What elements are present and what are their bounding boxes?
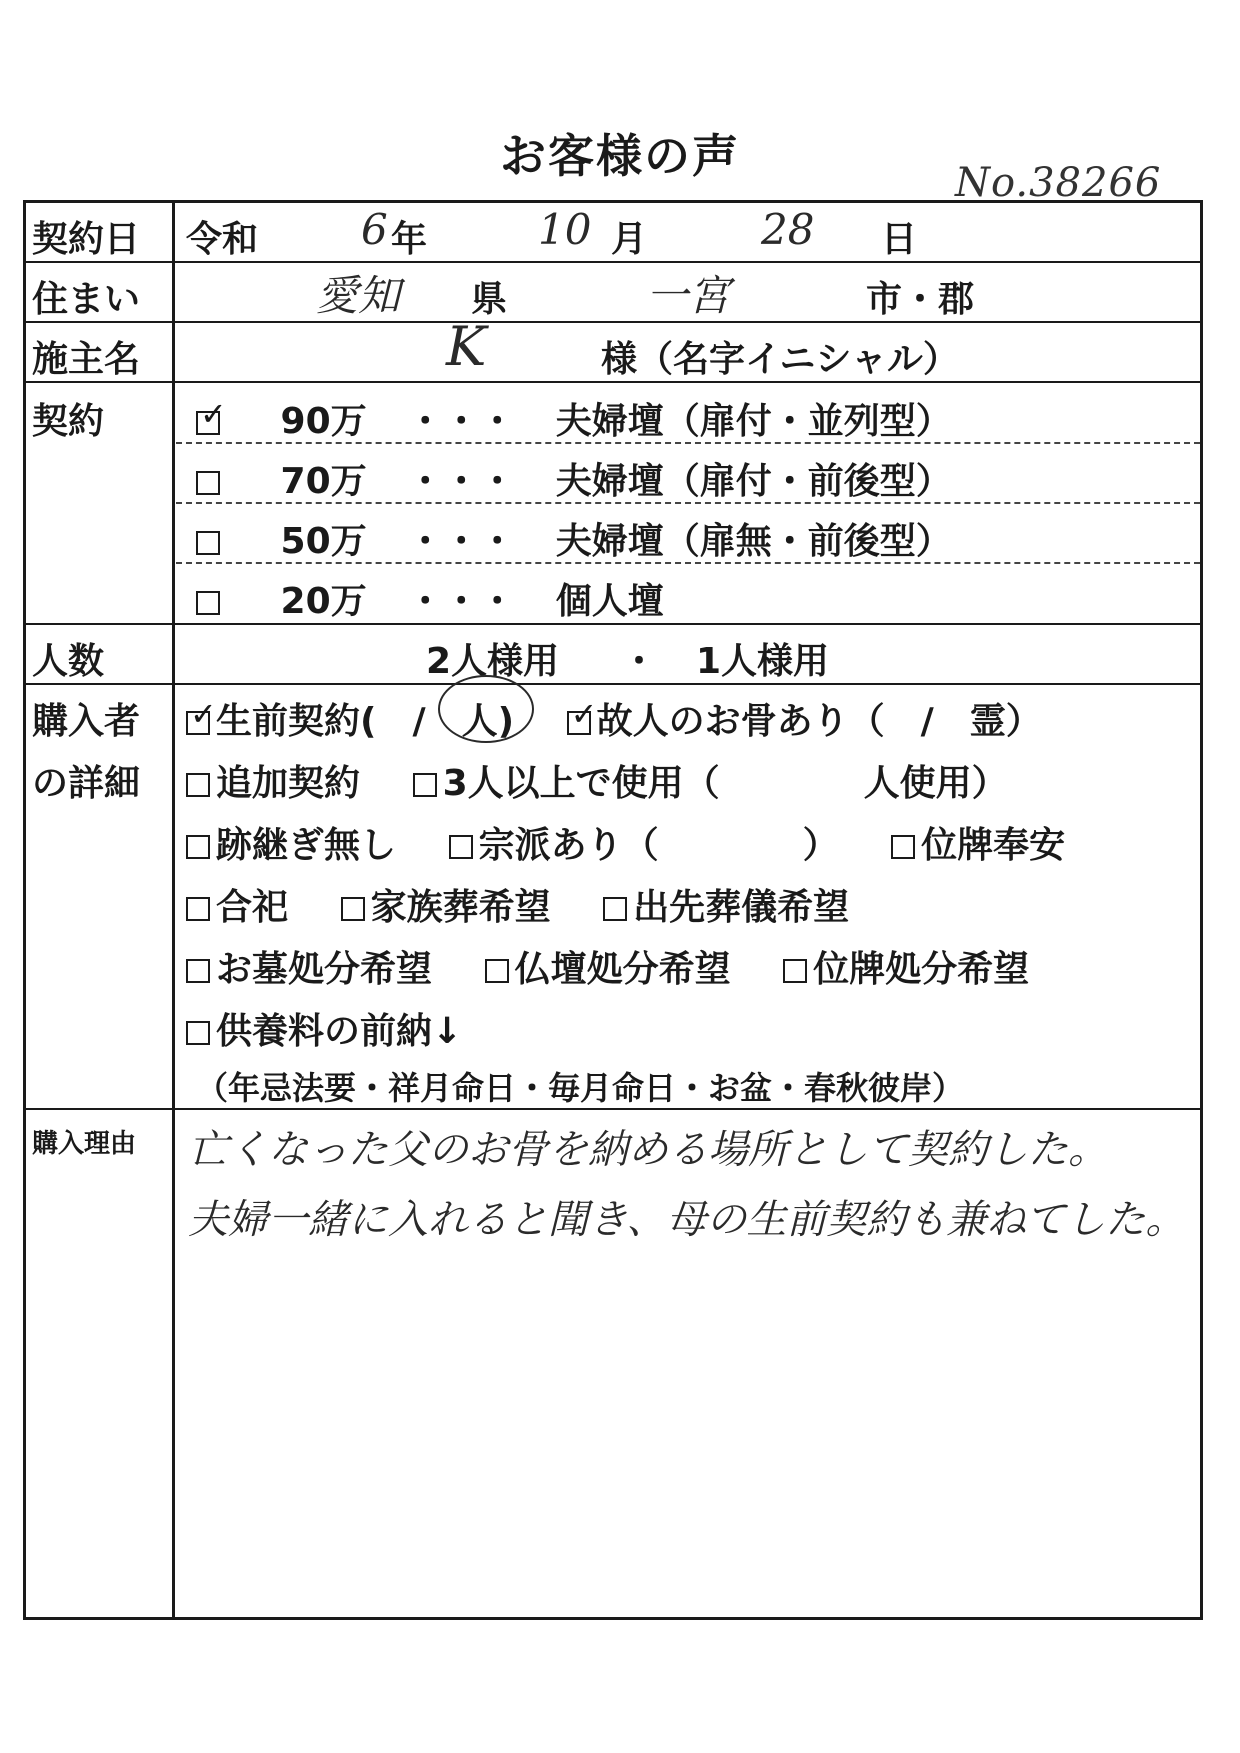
city-unit: 市・郡 xyxy=(866,279,975,320)
checkbox-checked-icon[interactable] xyxy=(186,711,210,735)
contract-price: 20万 xyxy=(280,581,367,622)
detail-option[interactable] xyxy=(485,941,731,992)
detail-option-label: 跡継ぎ無し xyxy=(216,825,397,866)
day-unit: 日 xyxy=(881,219,918,260)
details-line-4 xyxy=(186,879,889,930)
people-label: 人数 xyxy=(32,641,105,682)
detail-option[interactable] xyxy=(341,879,551,930)
contract-desc: 夫婦壇（扉付・並列型） xyxy=(555,401,952,442)
details-line-1 xyxy=(186,693,1082,744)
year-unit: 年 xyxy=(391,219,428,260)
month-value: 10 xyxy=(538,205,592,254)
reason-label: 購入理由 xyxy=(32,1129,137,1159)
contract-desc: 個人壇 xyxy=(555,581,664,622)
contract-price: 70万 xyxy=(280,461,367,502)
people-option-two[interactable]: 2人様用 xyxy=(426,641,560,682)
owner-label: 施主名 xyxy=(32,339,141,380)
detail-option[interactable] xyxy=(891,817,1065,868)
address-label: 住まい xyxy=(32,279,141,320)
contract-price: 90万 xyxy=(280,401,367,442)
row-divider xyxy=(26,683,1200,685)
checkbox-icon[interactable] xyxy=(783,959,807,983)
details-label-line2: の詳細 xyxy=(32,763,141,804)
contract-dots: ・・・ xyxy=(407,581,516,622)
contract-option-50[interactable] xyxy=(196,513,952,564)
details-line-2 xyxy=(186,755,1048,806)
detail-option[interactable] xyxy=(186,941,432,992)
detail-option-label: 位牌奉安 xyxy=(921,825,1066,866)
date-label: 契約日 xyxy=(32,219,141,260)
checkbox-icon[interactable] xyxy=(603,897,627,921)
city-value: 一宮 xyxy=(646,271,731,320)
contract-option-20[interactable] xyxy=(196,573,664,624)
checkbox-icon[interactable] xyxy=(196,591,220,615)
detail-option[interactable] xyxy=(567,693,1042,744)
detail-option[interactable] xyxy=(413,755,1008,806)
detail-option[interactable] xyxy=(186,879,288,930)
detail-option[interactable] xyxy=(449,817,839,868)
contract-label: 契約 xyxy=(32,401,105,442)
people-option-one[interactable]: 1人様用 xyxy=(696,641,830,682)
selection-circle xyxy=(438,675,534,743)
detail-option-label: 供養料の前納↓ xyxy=(216,1011,463,1052)
detail-option-label: 追加契約 xyxy=(216,763,361,804)
year-value: 6 xyxy=(361,205,388,254)
contract-desc: 夫婦壇（扉無・前後型） xyxy=(555,521,952,562)
memorial-note: （年忌法要・祥月命日・毎月命日・お盆・春秋彼岸） xyxy=(196,1069,965,1107)
contract-dots: ・・・ xyxy=(407,521,516,562)
checkbox-icon[interactable] xyxy=(186,835,210,859)
checkbox-icon[interactable] xyxy=(449,835,473,859)
reason-line-1: 亡くなった父のお骨を納める場所として契約した。 xyxy=(188,1127,1108,1173)
prefecture-unit: 県 xyxy=(471,279,508,320)
detail-option[interactable] xyxy=(186,817,396,868)
detail-option[interactable] xyxy=(186,1003,462,1054)
details-label-line1: 購入者 xyxy=(32,701,141,742)
label-column-divider xyxy=(172,203,175,1617)
checkbox-icon[interactable] xyxy=(413,773,437,797)
contract-dots: ・・・ xyxy=(407,401,516,442)
detail-option-label: 家族葬希望 xyxy=(370,887,551,928)
detail-option[interactable] xyxy=(603,879,849,930)
detail-option-label: 位牌処分希望 xyxy=(813,949,1030,990)
people-separator: ・ xyxy=(621,641,658,682)
owner-initial: K xyxy=(446,315,487,378)
checkbox-checked-icon[interactable] xyxy=(567,711,591,735)
contract-option-70[interactable] xyxy=(196,453,952,504)
era-text: 令和 xyxy=(186,219,259,260)
owner-suffix: 様（名字イニシャル） xyxy=(601,339,959,380)
checkbox-icon[interactable] xyxy=(186,897,210,921)
checkbox-icon[interactable] xyxy=(186,773,210,797)
checkbox-checked-icon[interactable] xyxy=(196,411,220,435)
page-title: お客様の声 xyxy=(500,129,740,183)
day-value: 28 xyxy=(761,205,815,254)
detail-option-label: お墓処分希望 xyxy=(216,949,433,990)
checkbox-icon[interactable] xyxy=(196,471,220,495)
detail-option-label: 仏壇処分希望 xyxy=(514,949,731,990)
detail-option[interactable] xyxy=(783,941,1029,992)
prefecture-value: 愛知 xyxy=(316,271,401,320)
row-divider xyxy=(26,321,1200,323)
checkbox-icon[interactable] xyxy=(341,897,365,921)
details-line-5 xyxy=(186,941,1069,992)
checkbox-icon[interactable] xyxy=(196,531,220,555)
survey-form xyxy=(23,200,1203,1620)
checkbox-icon[interactable] xyxy=(891,835,915,859)
detail-option[interactable] xyxy=(186,755,360,806)
detail-option-label: 合祀 xyxy=(216,887,289,928)
detail-option-label: 宗派あり（ ） xyxy=(478,825,839,866)
checkbox-icon[interactable] xyxy=(186,1021,210,1045)
contract-option-90[interactable] xyxy=(196,393,952,444)
detail-option-label: 3人以上で使用（ 人使用） xyxy=(442,763,1008,804)
contract-dots: ・・・ xyxy=(407,461,516,502)
details-line-6 xyxy=(186,1003,502,1054)
detail-option-label: 故人のお骨あり（ / 霊） xyxy=(596,701,1042,742)
details-line-3 xyxy=(186,817,1105,868)
detail-option-label: 出先葬儀希望 xyxy=(633,887,850,928)
month-unit: 月 xyxy=(611,219,648,260)
document-number: No.38266 xyxy=(955,160,1162,206)
detail-option-label: 生前契約( / 人) xyxy=(216,701,515,742)
contract-desc: 夫婦壇（扉付・前後型） xyxy=(555,461,952,502)
checkbox-icon[interactable] xyxy=(485,959,509,983)
contract-price: 50万 xyxy=(280,521,367,562)
reason-line-2: 夫婦一緒に入れると聞き、母の生前契約も兼ねてした。 xyxy=(188,1197,1186,1243)
checkbox-icon[interactable] xyxy=(186,959,210,983)
